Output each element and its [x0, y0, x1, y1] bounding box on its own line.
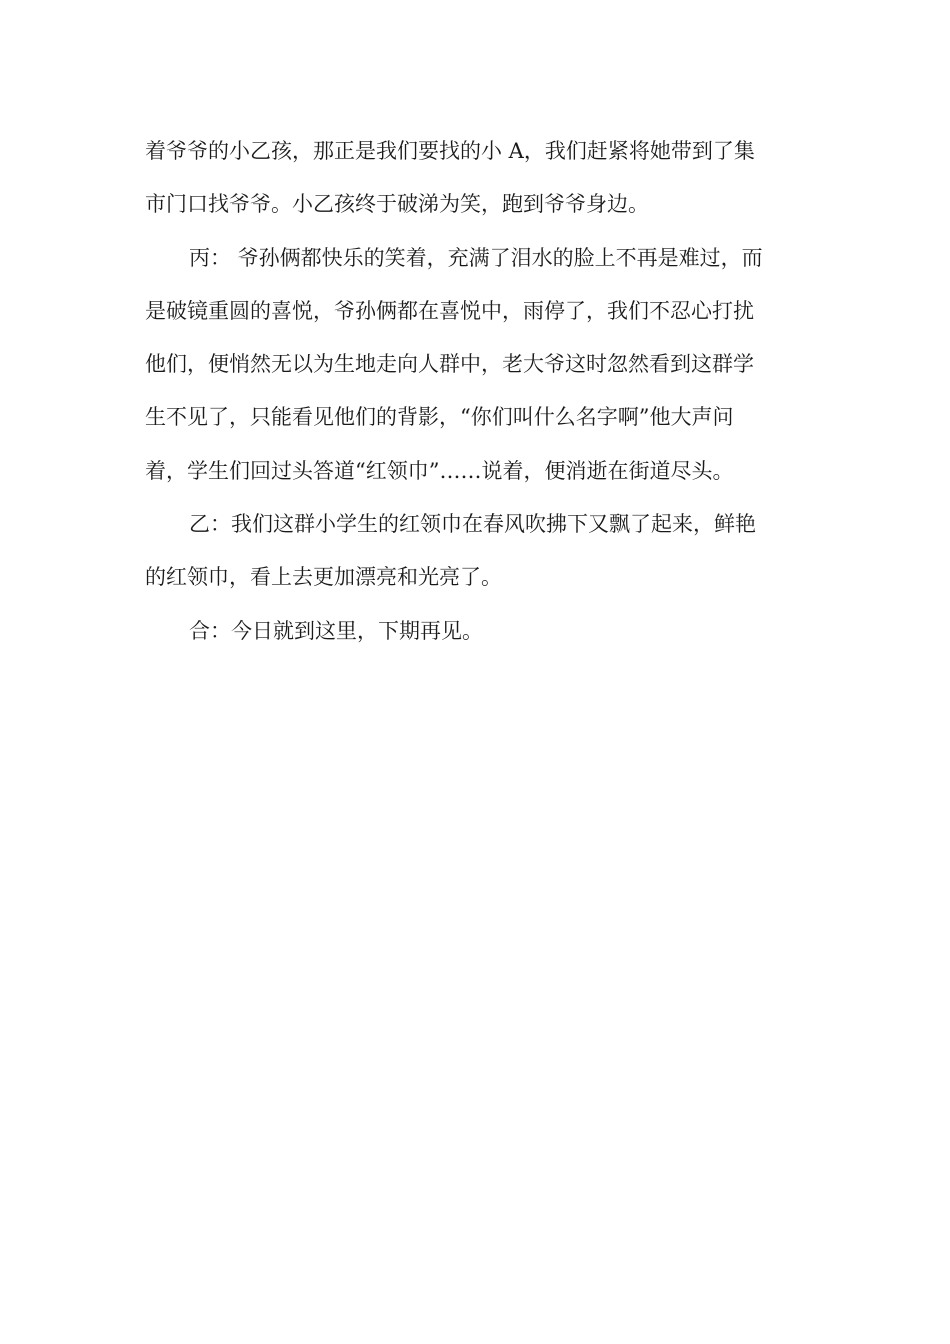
paragraph-bing: 丙： 爷孙俩都快乐的笑着，充满了泪水的脸上不再是难过，而 — [189, 245, 763, 270]
paragraph-he: 合：今日就到这里，下期再见。 — [189, 618, 483, 643]
document-body — [145, 125, 807, 658]
text-line: 着，学生们回过头答道“红领巾”……说着，便消逝在街道尽头。 — [145, 458, 734, 483]
text-line: 的红领巾，看上去更加漂亮和光亮了。 — [145, 565, 502, 590]
text-line: 他们，便悄然无以为生地走向人群中，老大爷这时忽然看到这群学 — [145, 352, 754, 377]
text-line: 是破镜重圆的喜悦，爷孙俩都在喜悦中，雨停了，我们不忍心打扰 — [145, 298, 754, 323]
text-line: 市门口找爷爷。小乙孩终于破涕为笑，跑到爷爷身边。 — [145, 192, 649, 217]
paragraph-yi: 乙：我们这群小学生的红领巾在春风吹拂下又飘了起来，鲜艳 — [189, 512, 756, 537]
text-line: 着爷爷的小乙孩，那正是我们要找的小 A，我们赶紧将她带到了集 — [145, 139, 755, 163]
text-line: 生不见了，只能看见他们的背影，“你们叫什么名字啊”他大声问 — [145, 405, 734, 430]
